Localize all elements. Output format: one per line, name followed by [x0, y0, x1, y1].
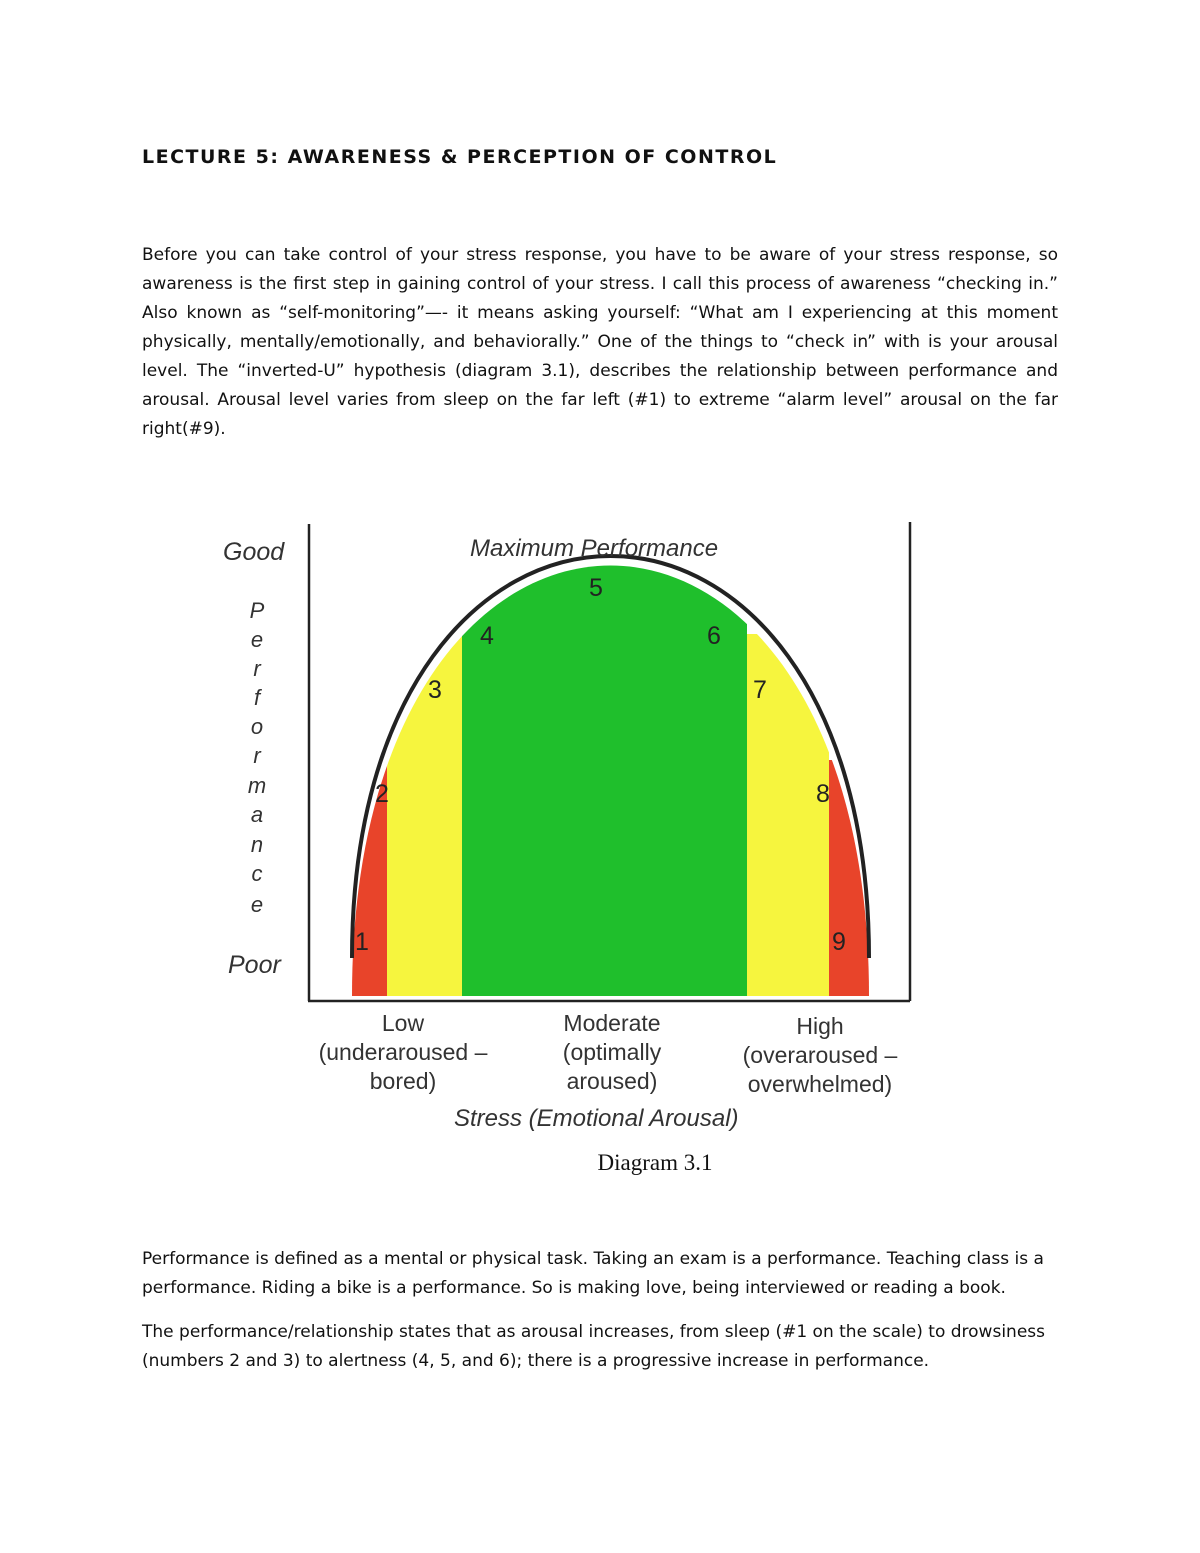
y-letter: o: [250, 714, 264, 739]
zone-number-8: 8: [816, 780, 830, 808]
category-moderate-line: aroused): [566, 1068, 658, 1094]
performance-relationship-paragraph: The performance/relationship states that as arousal increases, from sleep (#1 on the scale) to drowsiness (numbers 2 and 3) to alertness (4, 5, and 6); there is a progressive increase in performance.: [142, 1322, 1045, 1371]
y-letter: m: [247, 773, 267, 798]
page-heading: LECTURE 5: AWARENESS & PERCEPTION OF CONTROL: [142, 146, 778, 168]
y-letter: r: [253, 656, 261, 681]
y-letter: f: [253, 685, 261, 710]
category-high-line: (overaroused –: [742, 1042, 898, 1068]
zone-number-4: 4: [480, 622, 494, 650]
inverted-u-diagram: [210, 518, 920, 1148]
x-axis-title: Stress (Emotional Arousal): [454, 1105, 739, 1132]
performance-definition-paragraph: Performance is defined as a mental or physical task. Taking an exam is a performance. Teaching class is a performance. Riding a bike is a performance. So is making love, being interviewed or reading a book.: [142, 1249, 1044, 1298]
category-moderate-line: (optimally: [562, 1039, 662, 1065]
category-low-line: bored): [369, 1068, 437, 1094]
category-low: [319, 1010, 488, 1094]
yellow-left-top-mask: [387, 518, 462, 634]
y-axis-title: [248, 598, 266, 917]
y-letter: c: [251, 861, 263, 886]
peak-label: Maximum Performance: [470, 535, 719, 562]
category-high: [743, 1013, 898, 1097]
category-high-line: overwhelmed): [747, 1071, 893, 1097]
diagram-caption: Diagram 3.1: [597, 1150, 713, 1175]
zone-number-1: 1: [355, 928, 369, 956]
y-label-poor: Poor: [228, 951, 281, 979]
zone-number-3: 3: [428, 676, 442, 704]
zone-number-9: 9: [832, 928, 846, 956]
intro-paragraph: Before you can take control of your stress response, you have to be aware of your stress response, so awareness is the first step in gaining control of your stress. I call this process of awareness “checking in.” Also known as “self-monitoring”—- it means asking yourself: “What am I experiencing at this moment physically, mentally/emotionally, and behaviorally.” One of the things to “check in” with is your arousal level. The “inverted-U” hypothesis (diagram 3.1), describes the relationship between performance and arousal. Arousal level varies from sleep on the far left (#1) to extreme “alarm level” arousal on the far right(#9).: [142, 245, 1058, 439]
y-letter: r: [253, 743, 261, 768]
zone-number-6: 6: [707, 622, 721, 650]
y-letter: e: [250, 627, 264, 652]
red-right-top-mask: [829, 518, 871, 760]
zone-number-5: 5: [589, 574, 603, 602]
category-high-line: High: [796, 1013, 844, 1039]
zone-number-7: 7: [753, 676, 767, 704]
y-letter: P: [249, 598, 265, 623]
y-letter: n: [250, 832, 264, 857]
y-label-good: Good: [223, 538, 285, 566]
red-left-top-mask: [350, 518, 387, 760]
yellow-right-top-mask: [747, 518, 829, 634]
y-letter: a: [250, 802, 264, 827]
category-low-line: Low: [381, 1010, 425, 1036]
category-moderate-line: Moderate: [563, 1010, 661, 1036]
category-moderate: [563, 1010, 662, 1094]
zone-number-2: 2: [375, 780, 389, 808]
y-letter: e: [250, 892, 264, 917]
category-low-line: (underaroused –: [318, 1039, 488, 1065]
